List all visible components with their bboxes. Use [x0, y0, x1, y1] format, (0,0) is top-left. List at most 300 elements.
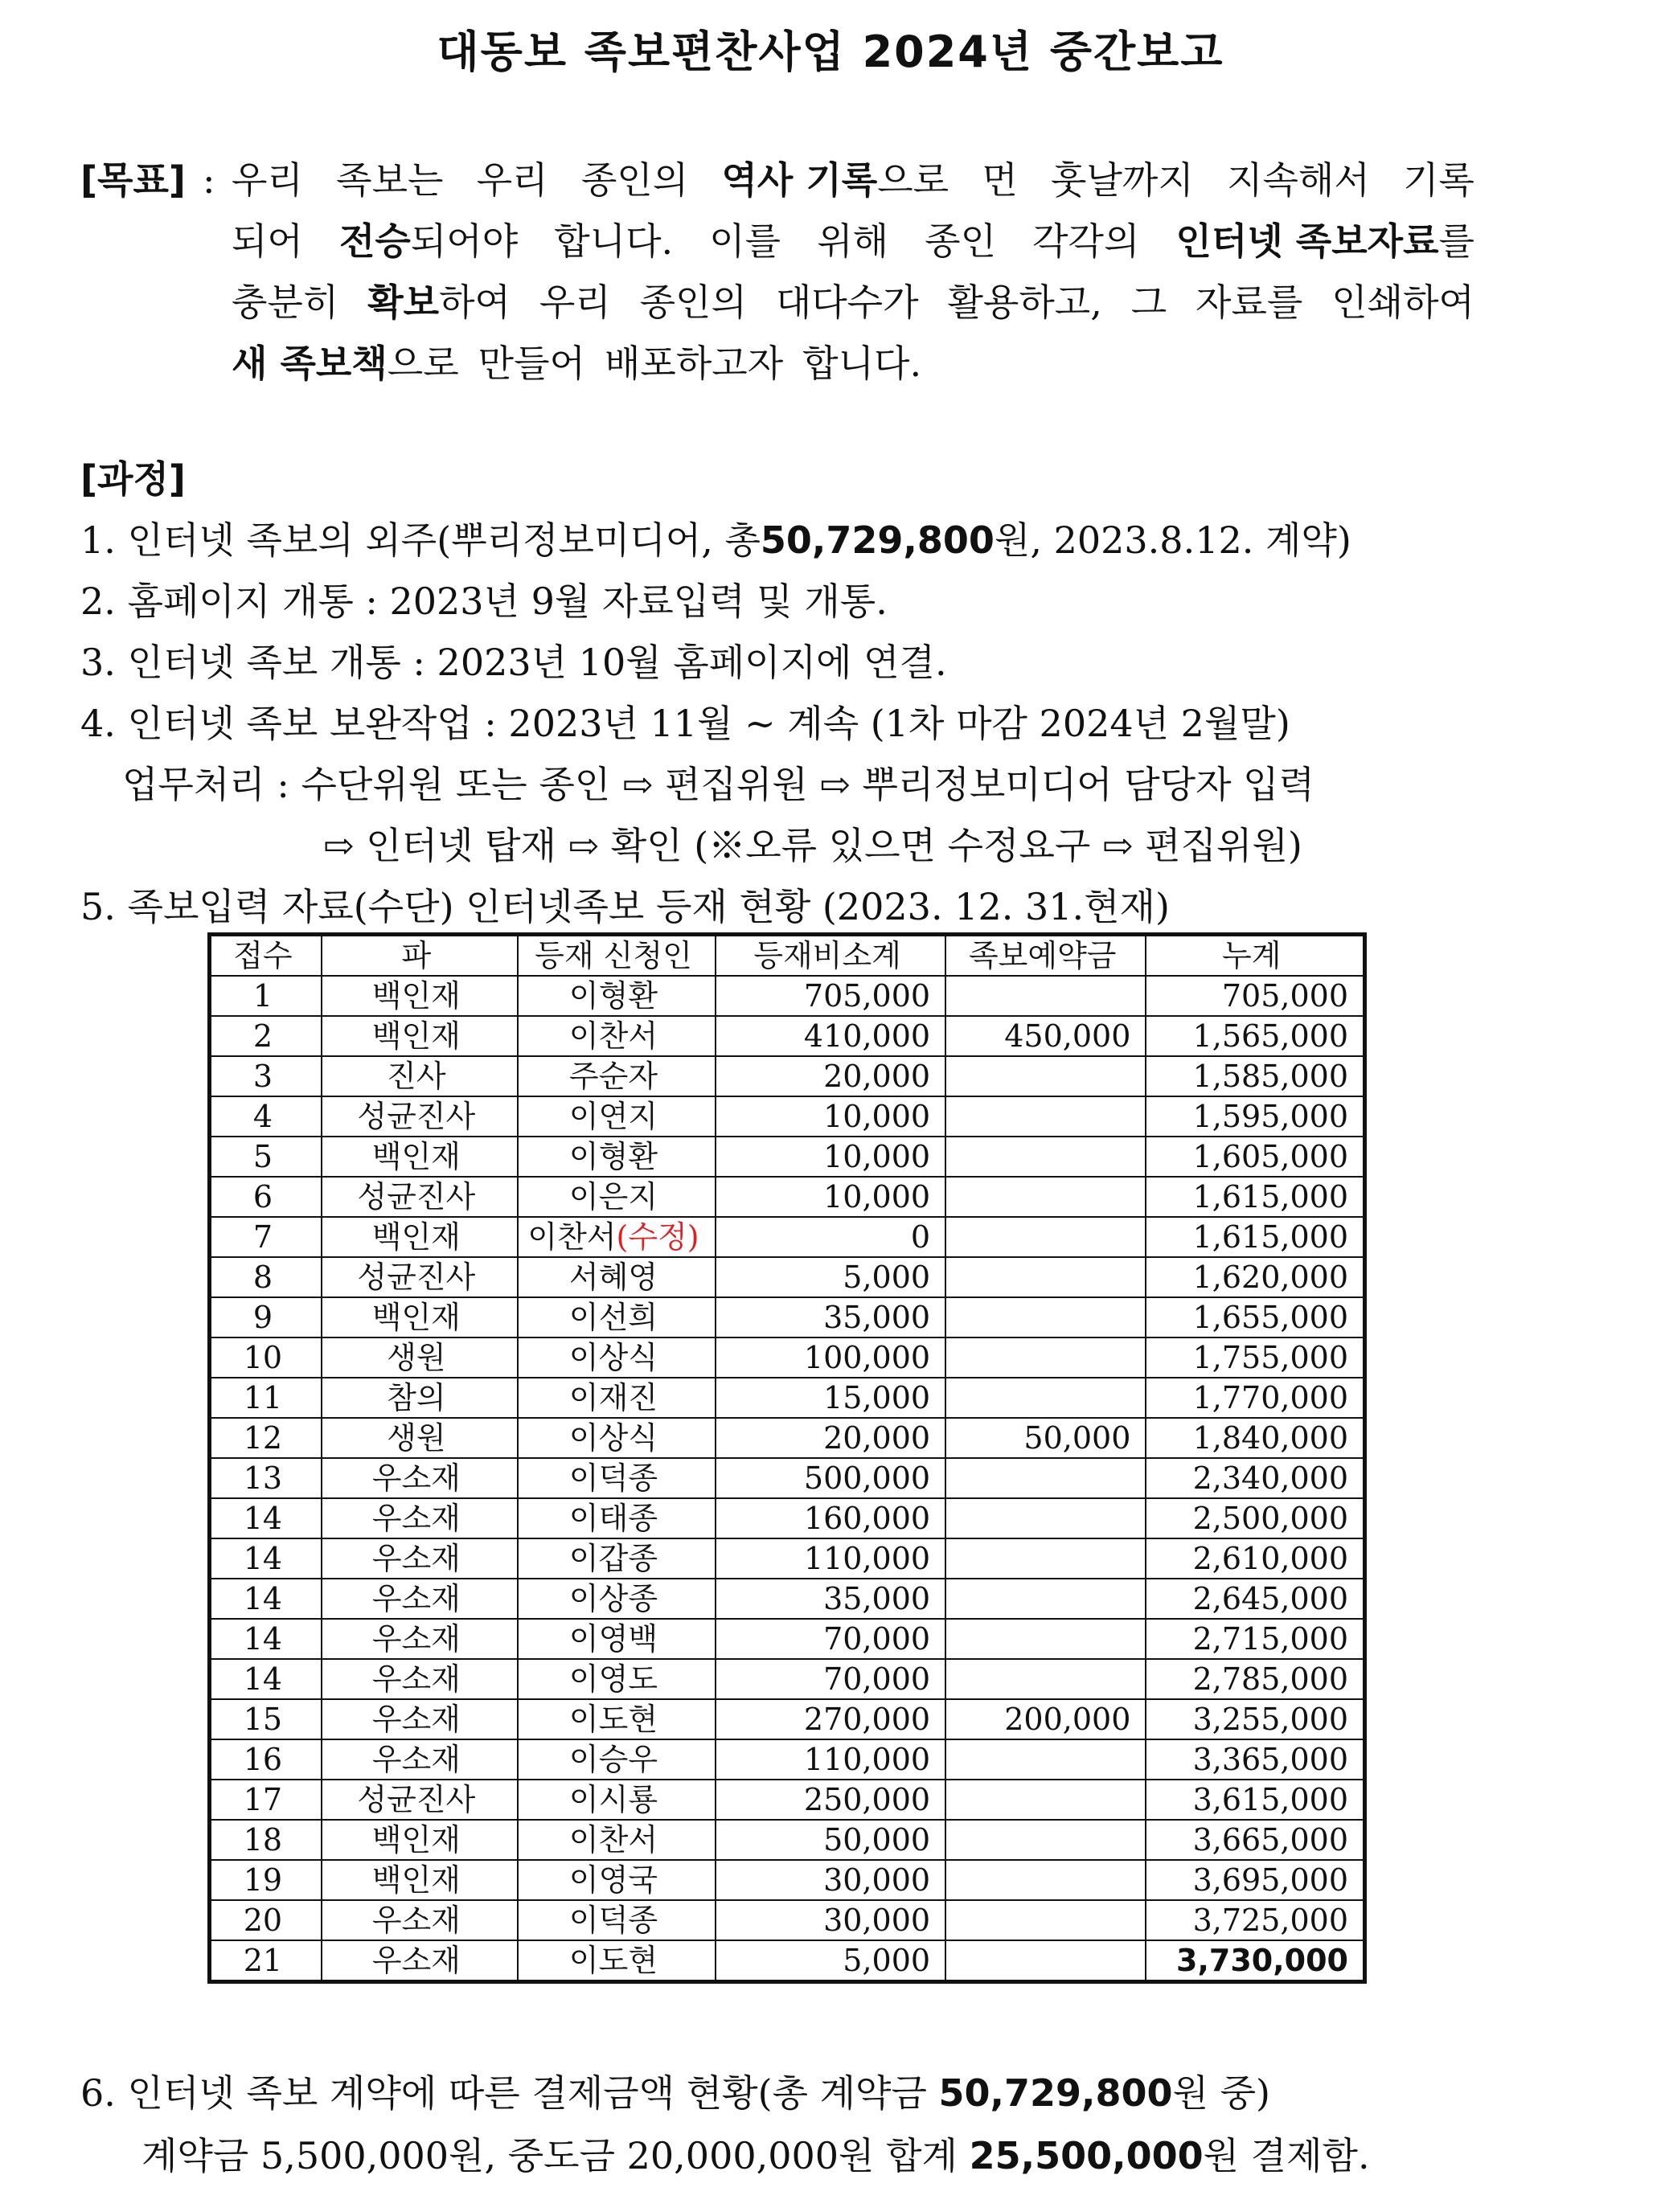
cell-fee-subtotal [716, 1659, 945, 1699]
workflow-line-1: 업무처리 : 수단위원 또는 종인 ⇨ 편집위원 ⇨ 뿌리정보미디어 담당자 입력 [122, 763, 1315, 806]
cell-branch [322, 1096, 518, 1137]
cell-value: 16 [243, 1742, 283, 1777]
cell-receipt-no [210, 1860, 322, 1900]
cell-value: 50,000 [823, 1822, 931, 1858]
goal-word: 종인의 [639, 281, 747, 324]
cell-fee-subtotal [716, 1297, 945, 1337]
cell-receipt-no [210, 1418, 322, 1458]
cell-receipt-no [210, 1217, 322, 1257]
cell-value: 이상식 [568, 1340, 658, 1375]
cell-cumulative [1146, 1297, 1364, 1337]
cell-value: 20,000 [823, 1059, 931, 1094]
cell-value: 이찬서 [568, 1018, 658, 1054]
cell-value: 20,000 [823, 1420, 931, 1456]
cell-value: 3,725,000 [1192, 1903, 1348, 1938]
cell-value: 우소재 [371, 1501, 461, 1536]
cell-receipt-no [210, 1699, 322, 1739]
cell-value: 18 [243, 1822, 283, 1858]
cell-applicant [518, 1860, 716, 1900]
table-row [210, 1699, 1365, 1739]
goal-word: 합니다. [554, 219, 674, 263]
cell-value: 14 [243, 1581, 283, 1616]
payment-line-1 [80, 2062, 1270, 2124]
cell-branch [322, 1498, 518, 1538]
cell-value: 이덕종 [568, 1903, 658, 1938]
table-row [210, 1096, 1365, 1137]
cell-value: 15,000 [823, 1380, 931, 1415]
goal-word: 새 족보책으로 [232, 342, 459, 385]
cell-deposit [945, 1538, 1146, 1579]
cell-cumulative [1146, 1418, 1364, 1458]
cell-value: 13 [243, 1460, 283, 1496]
cell-value: 진사 [387, 1059, 446, 1094]
cell-value: 15 [243, 1702, 283, 1737]
payment-detail-end: 원 결제함. [1203, 2134, 1370, 2177]
table-row [210, 1538, 1365, 1579]
cell-deposit [945, 1297, 1146, 1337]
cell-fee-subtotal [716, 1418, 945, 1458]
cell-applicant [518, 1418, 716, 1458]
cell-applicant [518, 1498, 716, 1538]
cell-branch [322, 1217, 518, 1257]
cell-value: 이선희 [568, 1300, 658, 1335]
cell-receipt-no [210, 1096, 322, 1137]
cell-fee-subtotal [716, 1096, 945, 1137]
cell-value: 우소재 [371, 1460, 461, 1496]
cell-receipt-no [210, 1016, 322, 1056]
cell-value: 2,610,000 [1192, 1541, 1348, 1576]
cell-value: 270,000 [803, 1702, 931, 1737]
cell-cumulative [1146, 1217, 1364, 1257]
cell-value: 14 [243, 1661, 283, 1697]
cell-applicant [518, 1940, 716, 1982]
table-row [210, 1498, 1365, 1538]
cell-applicant [518, 1137, 716, 1177]
cell-cumulative [1146, 1458, 1364, 1498]
cell-deposit [945, 1619, 1146, 1659]
goal-line [232, 272, 1474, 333]
goal-word: 만들어 [478, 342, 585, 385]
table-row [210, 1619, 1365, 1659]
table-row [210, 1337, 1365, 1378]
cell-value: 7 [252, 1219, 273, 1255]
cell-value: 2,785,000 [1192, 1661, 1348, 1697]
cell-value: 4 [252, 1099, 273, 1134]
cell-value: 10,000 [823, 1139, 931, 1174]
cell-branch [322, 1137, 518, 1177]
cell-value: 5,000 [843, 1943, 931, 1978]
cell-fee-subtotal [716, 1780, 945, 1820]
cell-value: 백인재 [371, 1219, 461, 1255]
goal-word: 전승되어야 [338, 219, 519, 263]
cell-deposit [945, 1056, 1146, 1096]
goal-word: 자료를 [1196, 281, 1303, 324]
cell-value: 14 [243, 1541, 283, 1576]
cell-receipt-no [210, 1538, 322, 1579]
cell-value: 10,000 [823, 1099, 931, 1134]
goal-word: 우리 [232, 158, 303, 202]
cell-cumulative [1146, 1056, 1364, 1096]
goal-paragraph [232, 150, 1474, 394]
cell-value: 우소재 [371, 1903, 461, 1938]
cell-value: 8 [252, 1260, 273, 1295]
cell-branch [322, 1940, 518, 1982]
cell-receipt-no [210, 1337, 322, 1378]
cell-receipt-no [210, 1378, 322, 1418]
cell-receipt-no [210, 976, 322, 1016]
cell-value: 우소재 [371, 1943, 461, 1978]
table-row [210, 1659, 1365, 1699]
goal-word: 족보는 [336, 158, 444, 202]
cell-branch [322, 1538, 518, 1579]
cell-value: 2 [252, 1018, 273, 1054]
cell-cumulative [1146, 1860, 1364, 1900]
cell-applicant [518, 1820, 716, 1860]
goal-word: 그 [1130, 281, 1167, 324]
cell-value: 0 [910, 1219, 931, 1255]
cell-cumulative [1146, 1337, 1364, 1378]
cell-deposit [945, 1699, 1146, 1739]
cell-value: 백인재 [371, 1300, 461, 1335]
cell-cumulative [1146, 1538, 1364, 1579]
cell-cumulative [1146, 1579, 1364, 1619]
cell-branch [322, 1739, 518, 1780]
cell-branch [322, 1860, 518, 1900]
header-receipt: 접수 [210, 935, 322, 977]
cell-branch [322, 1418, 518, 1458]
cell-value: 1,585,000 [1192, 1059, 1348, 1094]
contract-amount: 50,729,800 [760, 518, 995, 562]
cell-applicant [518, 1378, 716, 1418]
cell-value: 우소재 [371, 1581, 461, 1616]
cell-value: 이형환 [568, 1139, 658, 1174]
cell-deposit [945, 1418, 1146, 1458]
cell-value: 12 [243, 1420, 283, 1456]
cell-value: 백인재 [371, 1139, 461, 1174]
process-item-1 [80, 510, 1351, 571]
cell-applicant [518, 976, 716, 1016]
cell-branch [322, 1699, 518, 1739]
cell-applicant [518, 1579, 716, 1619]
table-row [210, 976, 1365, 1016]
cell-applicant [518, 1257, 716, 1297]
cell-cumulative [1146, 1137, 1364, 1177]
cell-value: 1,770,000 [1192, 1380, 1348, 1415]
table-row [210, 1418, 1365, 1458]
payment-text: 6. 인터넷 족보 계약에 따른 결제금액 현황(총 계약금 [80, 2071, 939, 2115]
cell-applicant [518, 1056, 716, 1096]
cell-deposit [945, 1940, 1146, 1982]
cell-value: 이찬서 [568, 1822, 658, 1858]
cell-fee-subtotal [716, 1257, 945, 1297]
cell-fee-subtotal [716, 1056, 945, 1096]
cell-value: 3,365,000 [1192, 1742, 1348, 1777]
cell-value: 9 [252, 1300, 273, 1335]
goal-word: 훗날까지 [1051, 158, 1194, 202]
cell-cumulative [1146, 1699, 1364, 1739]
table-row [210, 1378, 1365, 1418]
cell-cumulative [1146, 1498, 1364, 1538]
cell-receipt-no [210, 1619, 322, 1659]
cell-fee-subtotal [716, 1538, 945, 1579]
cell-receipt-no [210, 1297, 322, 1337]
table-row [210, 1860, 1365, 1900]
cell-applicant [518, 1096, 716, 1137]
cell-value: 11 [243, 1380, 283, 1415]
cell-value: 백인재 [371, 1862, 461, 1898]
cell-value: 성균진사 [357, 1782, 476, 1817]
cell-value: 160,000 [803, 1501, 931, 1536]
cell-fee-subtotal [716, 1820, 945, 1860]
cell-receipt-no [210, 1137, 322, 1177]
goal-word: 우리 [539, 281, 611, 324]
cell-value: 19 [243, 1862, 283, 1898]
cell-deposit [945, 976, 1146, 1016]
cell-receipt-no [210, 1257, 322, 1297]
cell-receipt-no [210, 1940, 322, 1982]
goal-word: 배포하고자 [604, 342, 784, 385]
goal-word: 합니다. [802, 342, 922, 385]
table-row [210, 1458, 1365, 1498]
item1-text: 1. 인터넷 족보의 외주(뿌리정보미디어, 총 [80, 518, 761, 562]
cell-receipt-no [210, 1739, 322, 1780]
cell-value: 우소재 [371, 1621, 461, 1657]
cell-cumulative [1146, 1820, 1364, 1860]
cell-deposit [945, 1257, 1146, 1297]
cell-cumulative [1146, 1016, 1364, 1056]
cell-value: 우소재 [371, 1742, 461, 1777]
table-row [210, 1257, 1365, 1297]
header-applicant: 등재 신청인 [518, 935, 716, 977]
cell-cumulative [1146, 1780, 1364, 1820]
cell-fee-subtotal [716, 1579, 945, 1619]
correction-note: (수정) [616, 1219, 699, 1255]
cell-value: 14 [243, 1501, 283, 1536]
process-item-5: 5. 족보입력 자료(수단) 인터넷족보 등재 현황 (2023. 12. 31.현재) [80, 885, 1170, 928]
table-row [210, 1739, 1365, 1780]
table-row [210, 1900, 1365, 1940]
table-row [210, 1820, 1365, 1860]
goal-word: 지속해서 [1227, 158, 1370, 202]
cell-value: 1,755,000 [1192, 1340, 1348, 1375]
cell-cumulative [1146, 976, 1364, 1016]
goal-word: 각각의 [1032, 219, 1140, 263]
table-row [210, 1780, 1365, 1820]
cell-fee-subtotal [716, 1137, 945, 1177]
goal-word: 먼 [982, 158, 1018, 202]
cell-value: 이은지 [568, 1179, 658, 1215]
cell-branch [322, 1659, 518, 1699]
cell-value: 2,340,000 [1192, 1460, 1348, 1496]
goal-word: 이를 [709, 219, 781, 263]
cell-value: 이승우 [568, 1742, 658, 1777]
goal-word: 역사 기록으로 [721, 158, 949, 202]
cell-deposit [945, 1739, 1146, 1780]
cell-value: 21 [243, 1943, 283, 1978]
cell-value: 이영도 [568, 1661, 658, 1697]
goal-line [232, 211, 1474, 272]
cell-value: 생원 [387, 1420, 446, 1456]
goal-word: 확보하여 [367, 281, 511, 324]
goal-label: [목표] [80, 158, 186, 202]
goal-word: 우리 [476, 158, 548, 202]
goal-line [232, 333, 1474, 394]
cell-applicant [518, 1337, 716, 1378]
cell-deposit [945, 1659, 1146, 1699]
cell-value: 35,000 [823, 1300, 931, 1335]
cell-applicant [518, 1699, 716, 1739]
cell-fee-subtotal [716, 976, 945, 1016]
cell-value: 3 [252, 1059, 273, 1094]
cell-deposit [945, 1137, 1146, 1177]
cell-branch [322, 1337, 518, 1378]
goal-word: 위해 [817, 219, 889, 263]
page-title: 대동보 족보편찬사업 2024년 중간보고 [437, 27, 1224, 77]
cell-value: 이영국 [568, 1862, 658, 1898]
cell-value: 이시룡 [568, 1782, 658, 1817]
table-row [210, 1297, 1365, 1337]
cell-value: 1,615,000 [1192, 1179, 1348, 1215]
cell-value: 2,500,000 [1192, 1501, 1348, 1536]
cell-value: 백인재 [371, 1018, 461, 1054]
cell-value: 1 [252, 978, 273, 1014]
cell-value: 1,615,000 [1192, 1219, 1348, 1255]
cell-value: 성균진사 [357, 1099, 476, 1134]
workflow-line-2: ⇨ 인터넷 탑재 ⇨ 확인 (※오류 있으면 수정요구 ⇨ 편집위원) [323, 824, 1302, 867]
cell-receipt-no [210, 1458, 322, 1498]
cell-value: 1,620,000 [1192, 1260, 1348, 1295]
cell-receipt-no [210, 1820, 322, 1860]
cell-value: 3,615,000 [1192, 1782, 1348, 1817]
payment-detail: 계약금 5,500,000원, 중도금 20,000,000원 합계 [141, 2134, 970, 2177]
cell-branch [322, 1780, 518, 1820]
cell-cumulative [1146, 1378, 1364, 1418]
cell-branch [322, 1297, 518, 1337]
cell-fee-subtotal [716, 1900, 945, 1940]
process-label: [과정] [80, 457, 186, 501]
cell-branch [322, 1820, 518, 1860]
goal-word: 기록 [1403, 158, 1474, 202]
cell-value: 30,000 [823, 1862, 931, 1898]
cell-applicant [518, 1458, 716, 1498]
cell-applicant [518, 1739, 716, 1780]
cell-receipt-no [210, 1579, 322, 1619]
cell-deposit [945, 1096, 1146, 1137]
cell-value: 6 [252, 1179, 273, 1215]
paid-total: 25,500,000 [969, 2134, 1204, 2177]
cell-value: 1,565,000 [1192, 1018, 1348, 1054]
cell-fee-subtotal [716, 1860, 945, 1900]
cell-branch [322, 1016, 518, 1056]
cell-deposit [945, 1579, 1146, 1619]
cell-applicant [518, 1780, 716, 1820]
table-row [210, 1137, 1365, 1177]
cell-cumulative [1146, 1659, 1364, 1699]
cell-branch [322, 1378, 518, 1418]
cell-fee-subtotal [716, 1699, 945, 1739]
cell-applicant [518, 1659, 716, 1699]
cell-value: 5 [252, 1139, 273, 1174]
cell-value: 이갑종 [568, 1541, 658, 1576]
cell-value: 705,000 [803, 978, 931, 1014]
cell-deposit [945, 1177, 1146, 1217]
cell-applicant [518, 1217, 716, 1257]
table-row [210, 1940, 1365, 1982]
cell-value: 성균진사 [357, 1179, 476, 1215]
goal-word: 되어 [232, 219, 303, 263]
goal-line [232, 150, 1474, 211]
payment-text-end: 원 중) [1172, 2071, 1271, 2115]
cell-value: 30,000 [823, 1903, 931, 1938]
cell-fee-subtotal [716, 1619, 945, 1659]
process-item-2: 2. 홈페이지 개통 : 2023년 9월 자료입력 및 개통. [80, 580, 888, 623]
cell-value: 생원 [387, 1340, 446, 1375]
cell-applicant [518, 1016, 716, 1056]
cell-value: 2,645,000 [1192, 1581, 1348, 1616]
cell-branch [322, 1056, 518, 1096]
cell-value: 3,665,000 [1192, 1822, 1348, 1858]
cell-value: 1,840,000 [1192, 1420, 1348, 1456]
cell-branch [322, 1900, 518, 1940]
cell-value: 50,000 [1023, 1420, 1131, 1456]
cell-fee-subtotal [716, 1177, 945, 1217]
goal-word: 충분히 [232, 281, 339, 324]
cell-value: 2,715,000 [1192, 1621, 1348, 1657]
cell-cumulative [1146, 1900, 1364, 1940]
cell-value: 110,000 [803, 1541, 931, 1576]
table-header-row [210, 935, 1365, 977]
cell-value: 410,000 [803, 1018, 931, 1054]
cell-deposit [945, 1780, 1146, 1820]
cell-value: 1,655,000 [1192, 1300, 1348, 1335]
header-cumulative: 누계 [1146, 935, 1364, 977]
cell-cumulative [1146, 1940, 1364, 1982]
cell-value: 이태종 [568, 1501, 658, 1536]
header-deposit: 족보예약금 [945, 935, 1146, 977]
total-contract-amount: 50,729,800 [938, 2071, 1173, 2115]
cell-value: 3,255,000 [1192, 1702, 1348, 1737]
cell-value: 우소재 [371, 1661, 461, 1697]
cell-cumulative [1146, 1177, 1364, 1217]
table-row [210, 1217, 1365, 1257]
cell-branch [322, 1257, 518, 1297]
cell-cumulative [1146, 1096, 1364, 1137]
cell-fee-subtotal [716, 1378, 945, 1418]
cell-value: 우소재 [371, 1541, 461, 1576]
cell-cumulative [1146, 1257, 1364, 1297]
cell-deposit [945, 1016, 1146, 1056]
header-fee-subtotal: 등재비소계 [716, 935, 945, 977]
item1-text-end: 원, 2023.8.12. 계약) [994, 518, 1351, 562]
cell-value: 1,595,000 [1192, 1099, 1348, 1134]
cell-fee-subtotal [716, 1016, 945, 1056]
cell-value: 35,000 [823, 1581, 931, 1616]
cell-value: 500,000 [803, 1460, 931, 1496]
cell-value: 이상종 [568, 1581, 658, 1616]
cell-fee-subtotal [716, 1337, 945, 1378]
cell-value: 200,000 [1004, 1702, 1131, 1737]
cell-value: 이도현 [568, 1702, 658, 1737]
cell-value: 3,695,000 [1192, 1862, 1348, 1898]
cell-value: 이영백 [568, 1621, 658, 1657]
cell-value: 이상식 [568, 1420, 658, 1456]
cell-receipt-no [210, 1056, 322, 1096]
cell-value: 110,000 [803, 1742, 931, 1777]
goal-word: 대다수가 [775, 281, 919, 324]
cell-deposit [945, 1900, 1146, 1940]
cell-value: 백인재 [371, 1822, 461, 1858]
goal-word: 인쇄하여 [1331, 281, 1474, 324]
